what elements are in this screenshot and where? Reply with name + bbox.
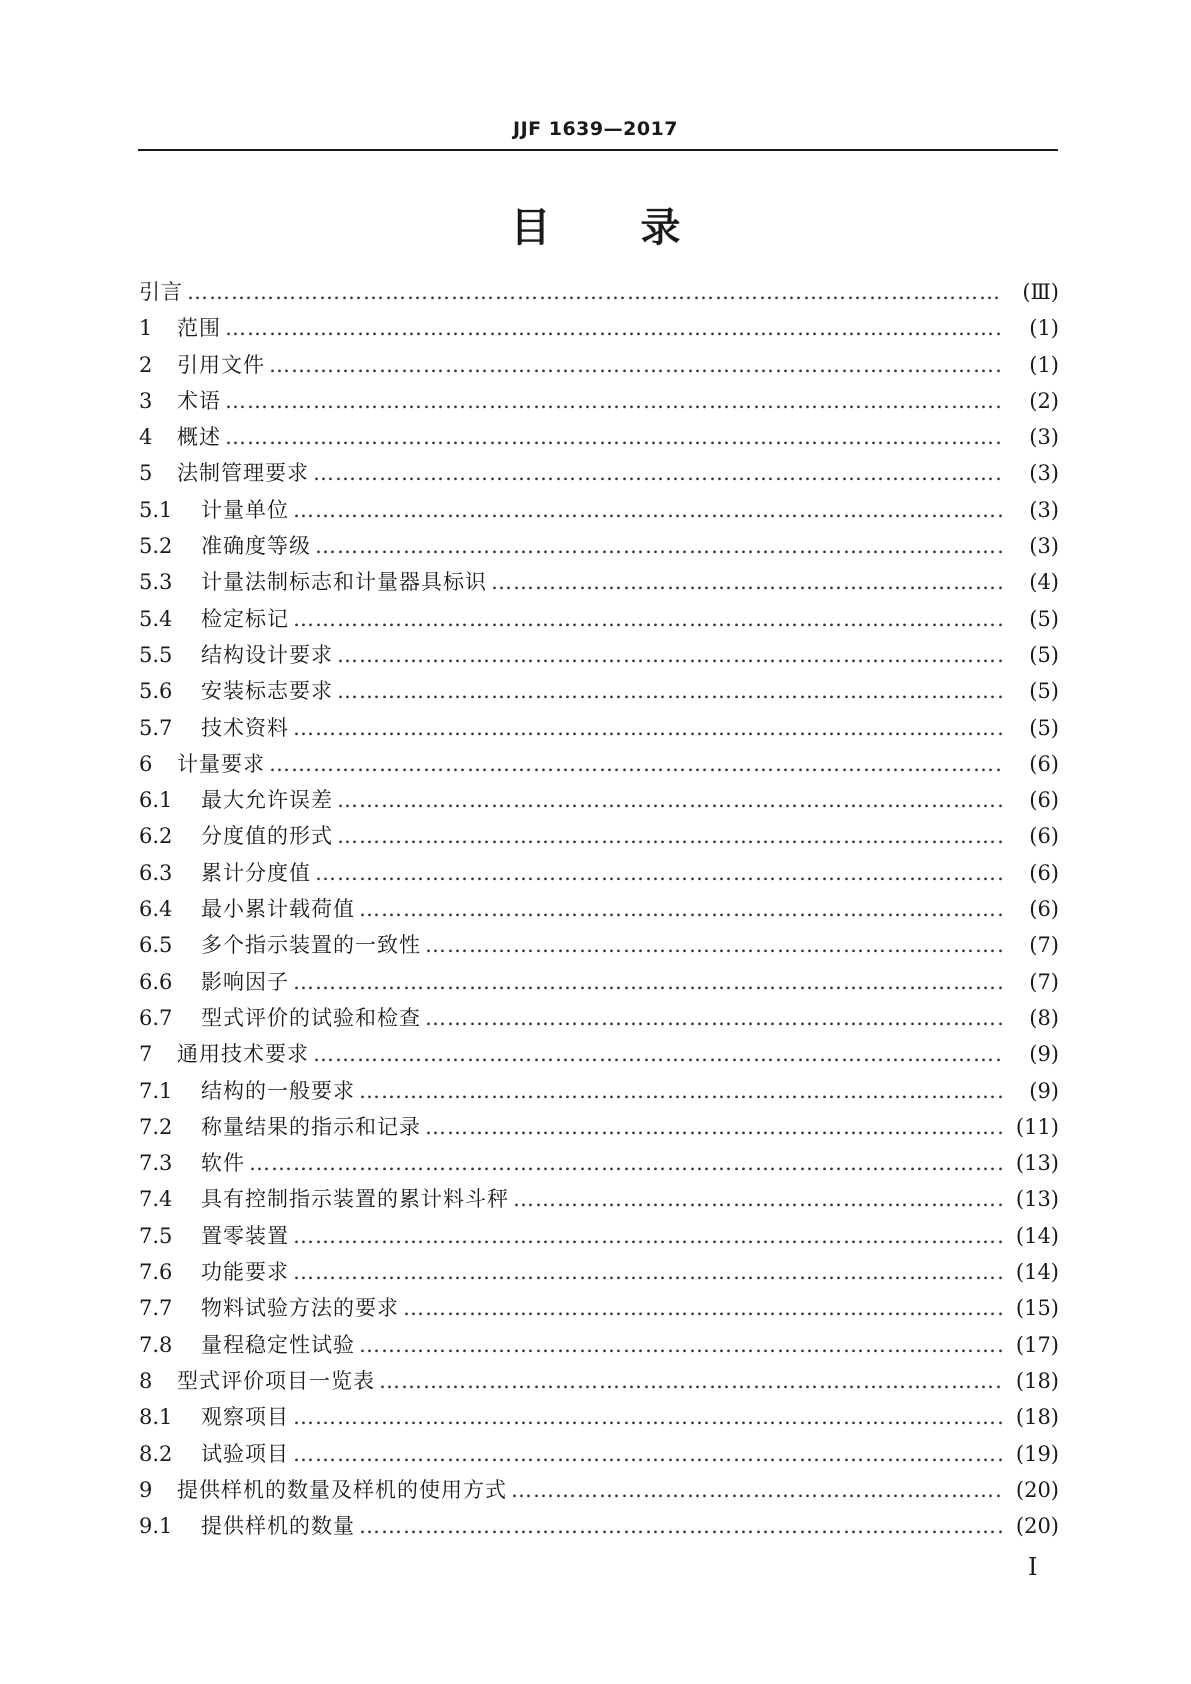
toc-entry-label: 检定标记 xyxy=(201,606,289,631)
toc-entry-number: 7.8 xyxy=(139,1332,173,1357)
toc-leader-dots xyxy=(293,1224,1003,1248)
toc-entry-label: 计量法制标志和计量器具标识 xyxy=(201,570,487,595)
toc-entry-label: 结构的一般要求 xyxy=(201,1078,355,1103)
toc-leader-dots xyxy=(359,1333,1003,1357)
toc-entry-page: (6) xyxy=(1029,788,1059,813)
toc-entry-number: 5.5 xyxy=(139,642,173,667)
page-folio: I xyxy=(1028,1553,1038,1581)
toc-entry-page: (14) xyxy=(1015,1223,1059,1248)
toc-entry[interactable] xyxy=(139,1365,1059,1401)
toc-entry-number: 6.7 xyxy=(139,1005,173,1030)
toc-entry[interactable] xyxy=(139,1329,1059,1365)
toc-entry[interactable] xyxy=(139,1438,1059,1474)
toc-leader-dots xyxy=(511,1478,1003,1502)
toc-leader-dots xyxy=(425,933,1003,957)
toc-entry-page: (5) xyxy=(1029,679,1059,704)
toc-entry[interactable] xyxy=(139,1183,1059,1219)
toc-leader-dots xyxy=(249,1151,1003,1175)
toc-entry[interactable] xyxy=(139,385,1059,421)
toc-leader-dots xyxy=(293,1442,1003,1466)
toc-entry-page: (17) xyxy=(1015,1332,1059,1357)
toc-leader-dots xyxy=(313,461,1003,485)
toc-leader-dots xyxy=(187,280,1003,304)
toc-leader-dots xyxy=(225,389,1003,413)
toc-leader-dots xyxy=(269,353,1003,377)
toc-entry-number: 7.2 xyxy=(139,1114,173,1139)
toc-entry-page: (8) xyxy=(1029,1005,1059,1030)
toc-entry-number: 7.3 xyxy=(139,1151,173,1176)
toc-entry-page: (6) xyxy=(1029,897,1059,922)
toc-entry-label: 计量要求 xyxy=(177,751,265,776)
toc-entry[interactable] xyxy=(139,1510,1059,1546)
toc-entry[interactable] xyxy=(139,349,1059,385)
toc-entry-page: (1) xyxy=(1029,316,1059,341)
toc-entry-number: 6.3 xyxy=(139,860,173,885)
toc-entry-label: 概述 xyxy=(177,425,221,450)
toc-entry-number: 9.1 xyxy=(139,1514,173,1539)
toc-entry-number: 5.6 xyxy=(139,679,173,704)
toc-leader-dots xyxy=(425,1115,1003,1139)
toc-entry-label: 称量结果的指示和记录 xyxy=(201,1114,421,1139)
toc-entry-label: 分度值的形式 xyxy=(201,824,333,849)
toc-entry-label: 通用技术要求 xyxy=(177,1042,309,1067)
toc-entry-number: 8.2 xyxy=(139,1441,173,1466)
toc-entry[interactable] xyxy=(139,1002,1059,1038)
toc-entry-page: (19) xyxy=(1015,1441,1059,1466)
toc-entry-label: 试验项目 xyxy=(201,1441,289,1466)
toc-entry-number: 6.1 xyxy=(139,788,173,813)
toc-entry-number: 7.1 xyxy=(139,1078,173,1103)
toc-entry-page: (3) xyxy=(1029,425,1059,450)
toc-entry[interactable] xyxy=(139,893,1059,929)
toc-leader-dots xyxy=(315,534,1003,558)
toc-entry-number: 5 xyxy=(139,461,153,486)
toc-entry-page: (3) xyxy=(1029,497,1059,522)
toc-entry[interactable] xyxy=(139,1111,1059,1147)
toc-entry-page: (3) xyxy=(1029,534,1059,559)
toc-entry-number: 7.6 xyxy=(139,1260,173,1285)
toc-entry-page: (11) xyxy=(1015,1114,1059,1139)
toc-entry[interactable] xyxy=(139,1075,1059,1111)
toc-entry-page: (6) xyxy=(1029,860,1059,885)
toc-leader-dots xyxy=(513,1187,1003,1211)
toc-leader-dots xyxy=(293,607,1003,631)
toc-entry[interactable] xyxy=(139,421,1059,457)
toc-entry-number: 2 xyxy=(139,352,153,377)
toc-entry[interactable] xyxy=(139,1401,1059,1437)
toc-leader-dots xyxy=(359,1079,1003,1103)
toc-entry-label: 最大允许误差 xyxy=(201,788,333,813)
toc-entry-number: 3 xyxy=(139,388,153,413)
toc-entry-number: 5.2 xyxy=(139,534,173,559)
toc-entry-label: 影响因子 xyxy=(201,969,289,994)
toc-entry-label: 法制管理要求 xyxy=(177,461,309,486)
toc-entry-number: 7.5 xyxy=(139,1223,173,1248)
toc-entry[interactable] xyxy=(139,639,1059,675)
toc-entry-label: 计量单位 xyxy=(201,497,289,522)
toc-entry[interactable] xyxy=(139,603,1059,639)
toc-entry-label: 型式评价的试验和检查 xyxy=(201,1005,421,1030)
toc-entry-page: (13) xyxy=(1015,1151,1059,1176)
toc-entry-number: 6.4 xyxy=(139,897,173,922)
toc-entry[interactable] xyxy=(139,966,1059,1002)
toc-entry-page: (5) xyxy=(1029,642,1059,667)
toc-entry[interactable] xyxy=(139,857,1059,893)
toc-entry-number: 5.1 xyxy=(139,497,173,522)
toc-entry[interactable] xyxy=(139,784,1059,820)
toc-leader-dots xyxy=(403,1296,1003,1320)
toc-entry-label: 提供样机的数量及样机的使用方式 xyxy=(177,1477,507,1502)
toc-entry-label: 引言 xyxy=(139,280,183,304)
toc-entry-page: (2) xyxy=(1029,388,1059,413)
toc-entry-page: (4) xyxy=(1029,570,1059,595)
toc-entry[interactable] xyxy=(139,494,1059,530)
toc-entry[interactable] xyxy=(139,1474,1059,1510)
toc-entry-page: (14) xyxy=(1015,1260,1059,1285)
toc-leader-dots xyxy=(337,824,1003,848)
toc-entry[interactable] xyxy=(139,312,1059,348)
toc-entry-page: (6) xyxy=(1029,751,1059,776)
toc-entry-label: 物料试验方法的要求 xyxy=(201,1296,399,1321)
toc-entry-label: 引用文件 xyxy=(177,352,265,377)
toc-leader-dots xyxy=(425,1006,1003,1030)
toc-entry-label: 置零装置 xyxy=(201,1223,289,1248)
toc-entry[interactable] xyxy=(139,820,1059,856)
toc-entry[interactable] xyxy=(139,1038,1059,1074)
title-char-2: 录 xyxy=(640,205,681,251)
document-code-header: JJF 1639—2017 xyxy=(513,118,678,140)
toc-leader-dots xyxy=(313,1042,1003,1066)
toc-entry[interactable] xyxy=(139,1147,1059,1183)
title-char-1: 目 xyxy=(510,205,551,251)
toc-entry[interactable] xyxy=(139,675,1059,711)
toc-entry[interactable] xyxy=(139,1292,1059,1328)
toc-entry-label: 范围 xyxy=(177,316,221,341)
toc-entry-number: 8 xyxy=(139,1368,153,1393)
toc-entry-page: (20) xyxy=(1015,1477,1059,1502)
toc-entry-label: 术语 xyxy=(177,388,221,413)
toc-entry-label: 多个指示装置的一致性 xyxy=(201,933,421,958)
toc-entry[interactable] xyxy=(139,1256,1059,1292)
page-title xyxy=(0,196,1191,253)
toc-entry-page: (13) xyxy=(1015,1187,1059,1212)
toc-leader-dots xyxy=(293,716,1003,740)
toc-entry[interactable] xyxy=(139,712,1059,748)
toc-entry-label: 具有控制指示装置的累计料斗秤 xyxy=(201,1187,509,1212)
toc-leader-dots xyxy=(491,570,1003,594)
toc-entry-number: 6.2 xyxy=(139,824,173,849)
toc-entry-number: 5.4 xyxy=(139,606,173,631)
toc-entry-number: 8.1 xyxy=(139,1405,173,1430)
toc-entry-number: 5.7 xyxy=(139,715,173,740)
toc-entry-number: 7.7 xyxy=(139,1296,173,1321)
toc-entry-number: 9 xyxy=(139,1477,153,1502)
toc-leader-dots xyxy=(293,1405,1003,1429)
toc-leader-dots xyxy=(315,861,1003,885)
toc-entry-number: 1 xyxy=(139,316,153,341)
toc-entry-page: (Ⅲ) xyxy=(1022,280,1059,304)
toc-entry-label: 软件 xyxy=(201,1151,245,1176)
toc-entry-label: 安装标志要求 xyxy=(201,679,333,704)
toc-leader-dots xyxy=(337,643,1003,667)
toc-entry-label: 最小累计载荷值 xyxy=(201,897,355,922)
toc-entry-page: (20) xyxy=(1015,1514,1059,1539)
toc-entry-page: (18) xyxy=(1015,1405,1059,1430)
toc-entry-page: (5) xyxy=(1029,715,1059,740)
toc-entry-number: 7.4 xyxy=(139,1187,173,1212)
toc-entry[interactable] xyxy=(139,566,1059,602)
toc-entry-number: 6.5 xyxy=(139,933,173,958)
toc-leader-dots xyxy=(293,1260,1003,1284)
toc-entry-label: 准确度等级 xyxy=(201,534,311,559)
toc-entry-number: 5.3 xyxy=(139,570,173,595)
toc-entry-label: 累计分度值 xyxy=(201,860,311,885)
toc-leader-dots xyxy=(337,788,1003,812)
toc-entry-page: (6) xyxy=(1029,824,1059,849)
toc-entry-page: (7) xyxy=(1029,933,1059,958)
toc-entry-label: 功能要求 xyxy=(201,1260,289,1285)
toc-entry-number: 4 xyxy=(139,425,153,450)
toc-entry[interactable] xyxy=(139,748,1059,784)
toc-entry[interactable] xyxy=(139,929,1059,965)
toc-entry-number: 7 xyxy=(139,1042,153,1067)
toc-entry[interactable] xyxy=(139,1220,1059,1256)
toc-entry-label: 量程稳定性试验 xyxy=(201,1332,355,1357)
toc-leader-dots xyxy=(293,498,1003,522)
toc-leader-dots xyxy=(225,425,1003,449)
toc-leader-dots xyxy=(269,752,1003,776)
toc-entry-number: 6.6 xyxy=(139,969,173,994)
toc-entry-label: 观察项目 xyxy=(201,1405,289,1430)
toc-leader-dots xyxy=(379,1369,1003,1393)
toc-entry-label: 型式评价项目一览表 xyxy=(177,1368,375,1393)
toc-entry-page: (5) xyxy=(1029,606,1059,631)
toc-entry-page: (15) xyxy=(1015,1296,1059,1321)
toc-entry[interactable] xyxy=(139,276,1059,312)
table-of-contents xyxy=(139,276,1059,1546)
toc-entry-label: 提供样机的数量 xyxy=(201,1514,355,1539)
toc-entry[interactable] xyxy=(139,457,1059,493)
toc-leader-dots xyxy=(359,1514,1003,1538)
header-rule xyxy=(138,149,1058,151)
toc-entry-page: (1) xyxy=(1029,352,1059,377)
toc-entry-page: (3) xyxy=(1029,461,1059,486)
toc-leader-dots xyxy=(359,897,1003,921)
toc-entry-page: (18) xyxy=(1015,1368,1059,1393)
toc-entry-page: (7) xyxy=(1029,969,1059,994)
toc-leader-dots xyxy=(293,970,1003,994)
toc-entry-label: 技术资料 xyxy=(201,715,289,740)
toc-entry[interactable] xyxy=(139,530,1059,566)
toc-entry-page: (9) xyxy=(1029,1042,1059,1067)
toc-entry-page: (9) xyxy=(1029,1078,1059,1103)
toc-leader-dots xyxy=(225,316,1003,340)
toc-entry-number: 6 xyxy=(139,751,153,776)
toc-entry-label: 结构设计要求 xyxy=(201,642,333,667)
toc-leader-dots xyxy=(337,679,1003,703)
